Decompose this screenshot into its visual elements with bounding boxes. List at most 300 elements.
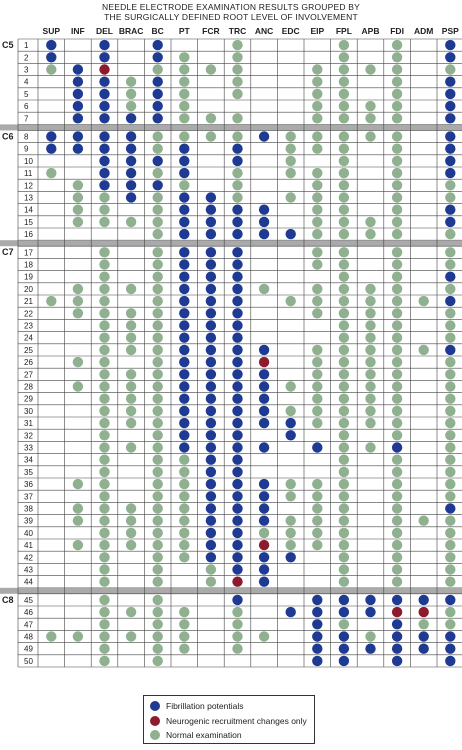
row-number: 22 [24, 309, 33, 319]
dot-normal [339, 564, 349, 574]
dot-normal [99, 656, 109, 666]
dot-fibrillation [232, 540, 242, 550]
dot-normal [206, 131, 216, 141]
dot-normal [126, 333, 136, 343]
dot-normal [392, 540, 402, 550]
dot-fibrillation [179, 284, 189, 294]
dot-normal [179, 455, 189, 465]
dot-normal [179, 503, 189, 513]
dot-fibrillation [232, 229, 242, 239]
dot-normal [179, 180, 189, 190]
dot-normal [365, 406, 375, 416]
dot-normal [339, 619, 349, 629]
row-number: 6 [24, 102, 29, 112]
dot-normal [312, 479, 322, 489]
dot-fibrillation [99, 40, 109, 50]
dot-normal [153, 552, 163, 562]
dot-fibrillation [232, 564, 242, 574]
row-number: 14 [24, 205, 33, 215]
dot-fibrillation [179, 381, 189, 391]
dot-fibrillation [73, 101, 83, 111]
dot-normal [126, 540, 136, 550]
dot-fibrillation [206, 345, 216, 355]
dot-fibrillation [232, 479, 242, 489]
row-number: 44 [24, 577, 33, 587]
dot-normal [99, 308, 109, 318]
dot-normal [153, 491, 163, 501]
dot-fibrillation [259, 381, 269, 391]
dot-fibrillation [179, 406, 189, 416]
dot-normal [153, 217, 163, 227]
dot-normal [73, 217, 83, 227]
dot-normal [392, 156, 402, 166]
dot-normal [392, 381, 402, 391]
dot-normal [445, 64, 455, 74]
dot-normal [419, 619, 429, 629]
dot-normal [445, 607, 455, 617]
row-number: 8 [24, 132, 29, 142]
dot-normal [312, 205, 322, 215]
dot-fibrillation [259, 131, 269, 141]
dot-normal [153, 577, 163, 587]
dot-normal [179, 101, 189, 111]
dot-fibrillation [46, 131, 56, 141]
column-header-bc: BC [151, 26, 164, 36]
dot-normal [153, 272, 163, 282]
dot-normal [392, 564, 402, 574]
dot-normal [339, 272, 349, 282]
dot-fibrillation [179, 442, 189, 452]
dot-fibrillation [339, 644, 349, 654]
dot-normal [99, 577, 109, 587]
dot-fibrillation [232, 369, 242, 379]
dot-normal [179, 619, 189, 629]
dot-normal [99, 479, 109, 489]
dot-normal [445, 369, 455, 379]
dot-normal [312, 144, 322, 154]
dot-normal [126, 418, 136, 428]
dot-fibrillation [206, 406, 216, 416]
dot-normal [232, 131, 242, 141]
dot-fibrillation [445, 644, 455, 654]
dot-fibrillation [206, 394, 216, 404]
dot-fibrillation [232, 357, 242, 367]
dot-normal [392, 217, 402, 227]
dot-normal [73, 284, 83, 294]
dot-normal [392, 205, 402, 215]
dot-fibrillation [232, 296, 242, 306]
chart-title-line-2: THE SURGICALLY DEFINED ROOT LEVEL OF INVOLVEMENT [104, 12, 358, 22]
column-header-fdi: FDI [390, 26, 404, 36]
dot-normal [312, 192, 322, 202]
dot-normal [392, 89, 402, 99]
column-header-sup: SUP [42, 26, 61, 36]
dot-fibrillation [126, 113, 136, 123]
dot-normal [153, 418, 163, 428]
dot-fibrillation [206, 357, 216, 367]
dot-normal [365, 101, 375, 111]
dot-normal [153, 430, 163, 440]
row-number: 7 [24, 114, 29, 124]
dot-fibrillation [206, 430, 216, 440]
dot-fibrillation [73, 64, 83, 74]
column-header-brac: BRAC [118, 26, 144, 36]
dot-normal [99, 381, 109, 391]
dot-normal [99, 619, 109, 629]
dot-normal [339, 89, 349, 99]
dot-normal [153, 296, 163, 306]
row-number: 15 [24, 217, 33, 227]
dot-fibrillation [206, 442, 216, 452]
dot-fibrillation [179, 357, 189, 367]
dot-normal [312, 296, 322, 306]
dot-normal [445, 357, 455, 367]
dot-normal [392, 503, 402, 513]
dot-normal [445, 455, 455, 465]
row-number: 35 [24, 467, 33, 477]
dot-normal [232, 113, 242, 123]
dot-normal [392, 272, 402, 282]
dot-fibrillation [445, 144, 455, 154]
dot-normal [73, 540, 83, 550]
row-number: 4 [24, 77, 29, 87]
dot-normal [232, 89, 242, 99]
dot-normal [339, 113, 349, 123]
dot-normal [365, 64, 375, 74]
dot-normal [232, 619, 242, 629]
dot-fibrillation [232, 381, 242, 391]
dot-normal [339, 418, 349, 428]
dot-normal [392, 247, 402, 257]
dot-fibrillation [99, 89, 109, 99]
dot-fibrillation [179, 247, 189, 257]
dot-normal [312, 394, 322, 404]
dot-normal [99, 345, 109, 355]
dot-normal [179, 479, 189, 489]
dot-fibrillation [259, 406, 269, 416]
dot-normal [392, 369, 402, 379]
dot-normal [126, 631, 136, 641]
row-number: 48 [24, 632, 33, 642]
dot-normal [153, 131, 163, 141]
dot-normal [153, 656, 163, 666]
dot-normal [153, 64, 163, 74]
row-number: 11 [24, 169, 33, 179]
dot-normal [392, 320, 402, 330]
dot-fibrillation [286, 552, 296, 562]
dot-normal [99, 595, 109, 605]
dot-fibrillation [445, 345, 455, 355]
dot-normal [73, 516, 83, 526]
dot-fibrillation [73, 144, 83, 154]
dot-normal [99, 247, 109, 257]
dot-fibrillation [259, 552, 269, 562]
dot-normal [99, 455, 109, 465]
dot-normal [179, 64, 189, 74]
row-number: 10 [24, 156, 33, 166]
dot-normal [312, 528, 322, 538]
dot-normal [179, 77, 189, 87]
dot-fibrillation [232, 552, 242, 562]
dot-normal [179, 52, 189, 62]
dot-fibrillation [392, 595, 402, 605]
dot-fibrillation [179, 217, 189, 227]
dot-normal [286, 540, 296, 550]
dot-fibrillation [445, 296, 455, 306]
dot-normal [99, 284, 109, 294]
dot-fibrillation [232, 308, 242, 318]
dot-fibrillation [126, 131, 136, 141]
dot-fibrillation [179, 205, 189, 215]
dot-normal [153, 406, 163, 416]
dot-normal [153, 192, 163, 202]
dot-normal [445, 418, 455, 428]
dot-normal [339, 229, 349, 239]
legend-item-normal [150, 728, 242, 742]
dot-normal [339, 64, 349, 74]
dot-fibrillation [445, 503, 455, 513]
dot-normal [73, 503, 83, 513]
dot-normal [179, 491, 189, 501]
dot-normal [232, 631, 242, 641]
dot-fibrillation [206, 284, 216, 294]
dot-normal [339, 284, 349, 294]
dot-fibrillation [206, 552, 216, 562]
dot-normal [99, 406, 109, 416]
row-number: 28 [24, 382, 33, 392]
dot-fibrillation [179, 144, 189, 154]
column-header-fpl: FPL [335, 26, 352, 36]
row-number: 20 [24, 284, 33, 294]
dot-normal [392, 284, 402, 294]
dot-fibrillation [312, 631, 322, 641]
dot-fibrillation [179, 229, 189, 239]
dot-fibrillation [365, 607, 375, 617]
dot-normal [153, 619, 163, 629]
dot-normal [392, 528, 402, 538]
dot-normal [392, 552, 402, 562]
dot-fibrillation [365, 644, 375, 654]
dot-normal [339, 540, 349, 550]
dot-fibrillation [206, 205, 216, 215]
dot-fibrillation [153, 101, 163, 111]
dot-normal [286, 156, 296, 166]
dot-fibrillation [419, 595, 429, 605]
dot-fibrillation [445, 205, 455, 215]
dot-normal [445, 333, 455, 343]
dot-fibrillation [206, 455, 216, 465]
dot-fibrillation [179, 272, 189, 282]
dot-normal [392, 577, 402, 587]
row-number: 45 [24, 595, 33, 605]
dot-normal [206, 564, 216, 574]
column-header-adm: ADM [414, 26, 434, 36]
dot-normal [232, 64, 242, 74]
dot-normal [126, 101, 136, 111]
dot-fibrillation [153, 89, 163, 99]
row-number: 19 [24, 272, 33, 282]
dot-normal [392, 418, 402, 428]
dot-fibrillation [179, 308, 189, 318]
dot-normal [153, 455, 163, 465]
dot-normal [312, 357, 322, 367]
dot-normal [339, 491, 349, 501]
dot-normal [445, 528, 455, 538]
dot-fibrillation [445, 217, 455, 227]
dot-normal [339, 217, 349, 227]
row-number: 29 [24, 394, 33, 404]
dot-normal [126, 406, 136, 416]
dot-fibrillation [206, 333, 216, 343]
dot-normal [312, 491, 322, 501]
dot-fibrillation [392, 644, 402, 654]
dot-fibrillation [99, 131, 109, 141]
dot-fibrillation [259, 503, 269, 513]
dot-normal [445, 442, 455, 452]
dot-normal [392, 101, 402, 111]
row-number: 23 [24, 321, 33, 331]
dot-normal [153, 503, 163, 513]
dot-fibrillation [179, 418, 189, 428]
dot-normal [179, 131, 189, 141]
dot-normal [312, 64, 322, 74]
column-header-apb: APB [361, 26, 380, 36]
dot-normal [339, 156, 349, 166]
dot-fibrillation [206, 540, 216, 550]
dot-normal [232, 77, 242, 87]
dot-normal [339, 296, 349, 306]
dot-normal [73, 296, 83, 306]
dot-normal [312, 217, 322, 227]
dot-fibrillation [206, 491, 216, 501]
dot-normal [392, 467, 402, 477]
dot-fibrillation [339, 595, 349, 605]
dot-normal [232, 607, 242, 617]
dot-normal [312, 516, 322, 526]
dot-fibrillation [259, 564, 269, 574]
row-number: 1 [24, 41, 29, 51]
dot-normal [312, 345, 322, 355]
dot-normal [339, 180, 349, 190]
dot-normal [126, 77, 136, 87]
dot-normal [99, 272, 109, 282]
column-header-eip: EIP [310, 26, 325, 36]
row-number: 49 [24, 644, 33, 654]
dot-fibrillation [206, 516, 216, 526]
dot-normal [339, 101, 349, 111]
dot-normal [153, 595, 163, 605]
dot-normal [99, 259, 109, 269]
dot-normal [286, 296, 296, 306]
dot-normal [153, 644, 163, 654]
dot-normal [392, 113, 402, 123]
dot-fibrillation [232, 491, 242, 501]
dot-fibrillation [232, 284, 242, 294]
dot-normal [153, 516, 163, 526]
dot-normal [206, 113, 216, 123]
dot-normal [445, 180, 455, 190]
dot-normal [339, 430, 349, 440]
dot-normal [339, 479, 349, 489]
dot-neurogenic [99, 64, 109, 74]
dot-normal [179, 644, 189, 654]
dot-fibrillation [99, 168, 109, 178]
dot-neurogenic [419, 607, 429, 617]
dot-normal [312, 406, 322, 416]
dot-normal [365, 418, 375, 428]
dot-fibrillation [206, 217, 216, 227]
dot-fibrillation [153, 180, 163, 190]
dot-normal [153, 345, 163, 355]
dot-fibrillation [259, 577, 269, 587]
dot-normal [312, 259, 322, 269]
dot-normal [99, 430, 109, 440]
dot-fibrillation [99, 180, 109, 190]
legend-label-normal: Normal examination [166, 730, 242, 740]
dot-fibrillation [206, 229, 216, 239]
dot-normal [445, 308, 455, 318]
dot-normal [99, 467, 109, 477]
dot-normal [392, 406, 402, 416]
dot-normal [206, 577, 216, 587]
dot-normal [99, 369, 109, 379]
dot-normal [153, 333, 163, 343]
row-number: 36 [24, 480, 33, 490]
dot-normal [365, 320, 375, 330]
dot-normal [365, 229, 375, 239]
dot-fibrillation [179, 345, 189, 355]
row-number: 3 [24, 65, 29, 75]
dot-fibrillation [419, 631, 429, 641]
dot-normal [99, 320, 109, 330]
dot-fibrillation [153, 156, 163, 166]
dot-normal [73, 357, 83, 367]
dot-fibrillation [232, 259, 242, 269]
dot-normal [339, 52, 349, 62]
dot-normal [392, 40, 402, 50]
dot-fibrillation [179, 156, 189, 166]
row-number: 25 [24, 345, 33, 355]
root-level-label: C8 [2, 594, 14, 605]
dot-fibrillation [46, 40, 56, 50]
dot-normal [365, 369, 375, 379]
dot-fibrillation [339, 631, 349, 641]
dot-normal [286, 131, 296, 141]
dot-normal [445, 247, 455, 257]
dot-fibrillation [179, 333, 189, 343]
dot-normal [392, 479, 402, 489]
dot-normal [392, 77, 402, 87]
dot-normal [126, 369, 136, 379]
dot-normal [153, 168, 163, 178]
dot-fibrillation [392, 631, 402, 641]
row-number: 41 [24, 541, 33, 551]
dot-fibrillation [392, 442, 402, 452]
dot-normal [445, 430, 455, 440]
row-number: 21 [24, 297, 33, 307]
dot-normal [99, 192, 109, 202]
dot-normal [153, 631, 163, 641]
dot-normal [99, 631, 109, 641]
dot-normal [365, 333, 375, 343]
dot-normal [339, 455, 349, 465]
dot-normal [153, 381, 163, 391]
dot-normal [312, 247, 322, 257]
dot-normal [153, 564, 163, 574]
chart-title-line-1: NEEDLE ELECTRODE EXAMINATION RESULTS GROUPED BY [102, 2, 360, 12]
dot-fibrillation [232, 442, 242, 452]
dot-normal [99, 394, 109, 404]
